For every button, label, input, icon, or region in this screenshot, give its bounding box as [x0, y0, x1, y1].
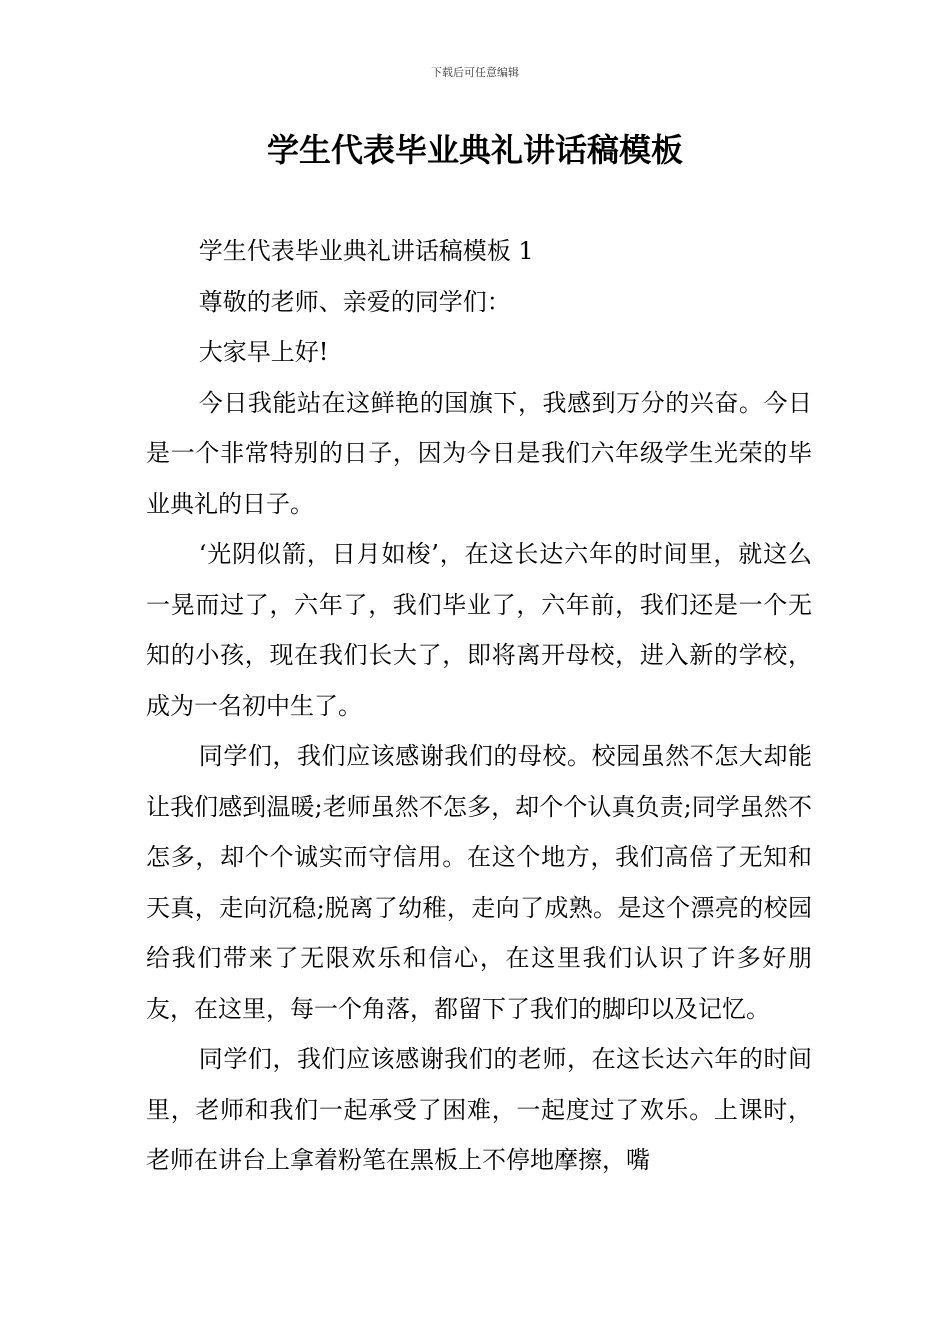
header-note: 下载后可任意编辑 — [431, 66, 519, 79]
document-title: 学生代表毕业典礼讲话稿模板 — [266, 131, 683, 169]
body-paragraph: ‘光阴似箭，日月如梭’，在这长达六年的时间里，就这么一晃而过了，六年了，我们毕业了，六年前，我们还是一个无知的小孩，现在我们长大了，即将离开母校，进入新的学校，成为一名初中生了。 — [146, 540, 812, 720]
body-paragraph: 同学们，我们应该感谢我们的母校。校园虽然不怎大却能让我们感到温暖;老师虽然不怎多，却个个认真负责;同学虽然不怎多，却个个诚实而守信用。在这个地方，我们高倍了无知和天真，走向沉稳;脱离了幼稚，走向了成熟。是这个漂亮的校园给我们带来了无限欢乐和信心，在这里我们认识了许多好朋友，在这里，每一个角落，都留下了我们的脚印以及记忆。 — [146, 742, 812, 1023]
section-heading: 学生代表毕业典礼讲话稿模板 1 — [198, 237, 534, 265]
document-body — [146, 226, 812, 1186]
salutation: 尊敬的老师、亲爱的同学们： — [198, 287, 511, 316]
body-paragraph: 今日我能站在这鲜艳的国旗下，我感到万分的兴奋。今日是一个非常特别的日子，因为今日是我们六年级学生光荣的毕业典礼的日子。 — [146, 388, 812, 518]
greeting: 大家早上好! — [198, 338, 329, 366]
body-paragraph: 同学们，我们应该感谢我们的老师，在这长达六年的时间里，老师和我们一起承受了困难，一起度过了欢乐。上课时，老师在讲台上拿着粉笔在黑板上不停地摩擦，嘴 — [146, 1045, 812, 1174]
